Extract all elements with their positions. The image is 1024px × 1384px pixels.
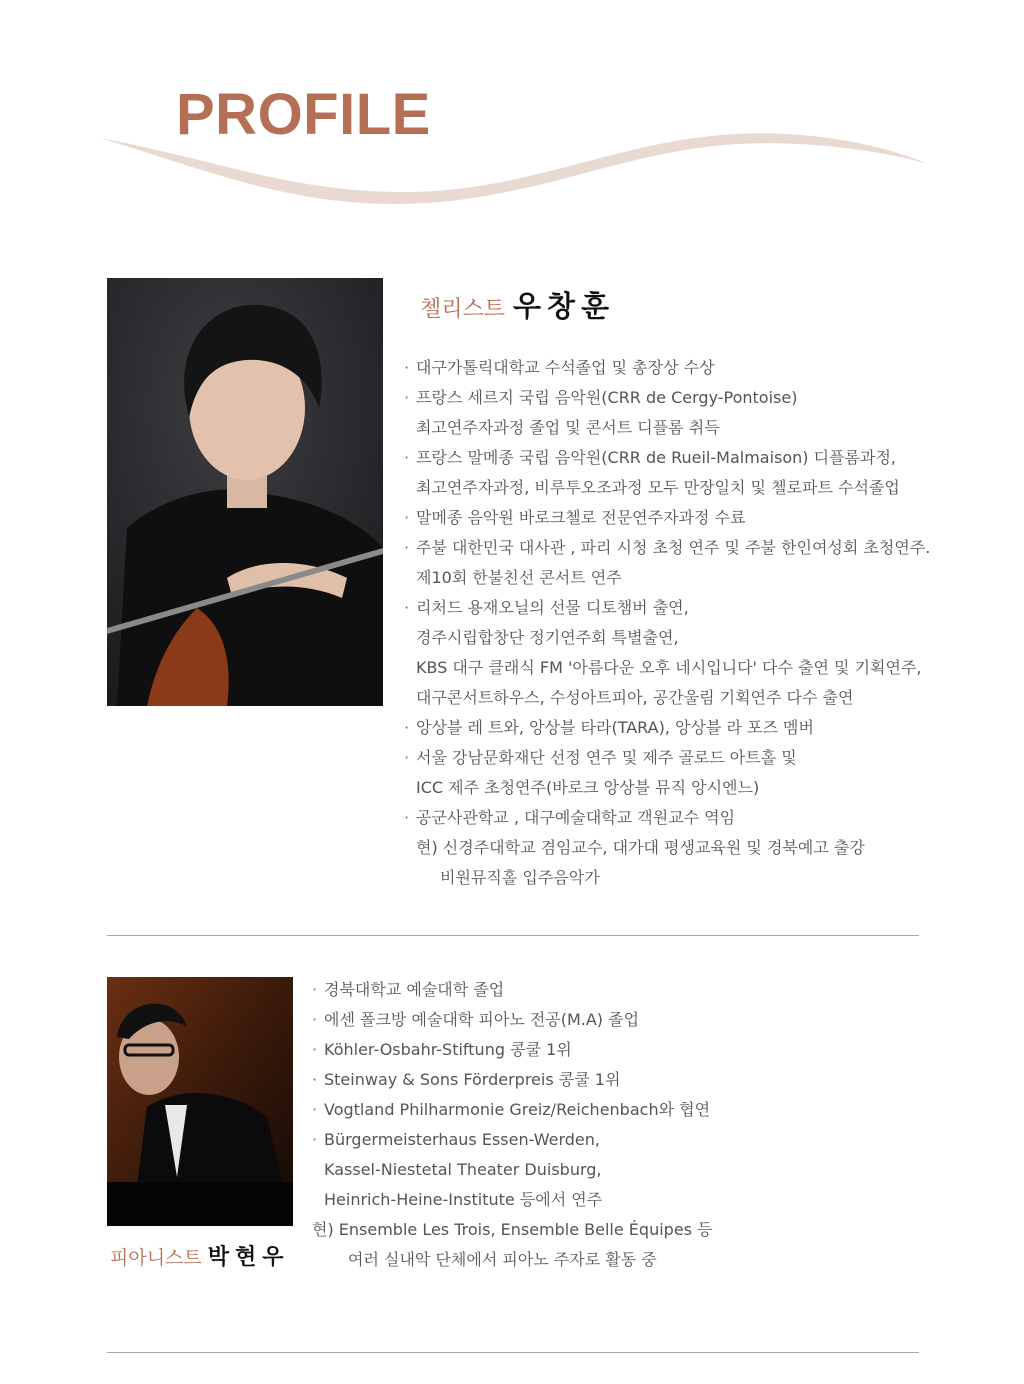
cellist-role: 첼리스트 — [420, 297, 506, 322]
bio-line — [312, 1035, 713, 1065]
bio-text: Heinrich-Heine-Institute 등에서 연주 — [324, 1190, 603, 1209]
bullet-dot: · — [312, 1040, 318, 1059]
bullet-dot: · — [312, 1130, 318, 1149]
bio-text: 경주시립합창단 정기연주회 특별출연, — [416, 628, 679, 647]
bullet-dot: · — [312, 980, 318, 999]
bio-line — [404, 593, 930, 623]
bio-line — [404, 413, 930, 443]
pianist-photo — [107, 977, 293, 1226]
bullet-dot: · — [312, 1070, 318, 1089]
bio-text: 프랑스 세르지 국립 음악원(CRR de Cergy-Pontoise) — [416, 388, 798, 407]
bullet-dot: · — [404, 808, 410, 827]
bio-line — [312, 1095, 713, 1125]
bio-text: Köhler-Osbahr-Stiftung 콩쿨 1위 — [324, 1040, 572, 1059]
bio-line — [404, 353, 930, 383]
bullet-dot: · — [404, 388, 410, 407]
bio-text: Steinway & Sons Förderpreis 콩쿨 1위 — [324, 1070, 621, 1089]
bullet-dot: · — [404, 508, 410, 527]
bullet-dot: · — [404, 448, 410, 467]
bio-text: Kassel-Niestetal Theater Duisburg, — [324, 1160, 602, 1179]
bio-text: 주불 대한민국 대사관 , 파리 시청 초청 연주 및 주불 한인여성회 초청연주. — [416, 538, 931, 557]
bullet-dot: · — [312, 1010, 318, 1029]
bio-line — [404, 473, 930, 503]
bio-text: 에센 폴크방 예술대학 피아노 전공(M.A) 졸업 — [324, 1010, 640, 1029]
bio-line — [404, 713, 930, 743]
section-divider — [107, 935, 919, 936]
bio-text: 최고연주자과정, 비루투오조과정 모두 만장일치 및 첼로파트 수석졸업 — [416, 478, 900, 497]
cellist-name-heading — [420, 284, 615, 325]
bio-text: 여러 실내악 단체에서 피아노 주자로 활동 중 — [348, 1250, 657, 1269]
bullet-dot: · — [404, 358, 410, 377]
cellist-name: 우창훈 — [513, 289, 616, 323]
bio-text: ICC 제주 초청연주(바로크 앙상블 뮤직 앙시엔느) — [416, 778, 760, 797]
bio-line — [312, 975, 713, 1005]
pianist-role: 피아니스트 — [110, 1247, 202, 1269]
bio-line — [404, 503, 930, 533]
bio-line — [404, 563, 930, 593]
bio-text: 말메종 음악원 바로크첼로 전문연주자과정 수료 — [416, 508, 746, 527]
bio-text: 앙상블 레 트와, 앙상블 타라(TARA), 앙상블 라 포즈 멤버 — [416, 718, 814, 737]
bio-text: 제10회 한불친선 콘서트 연주 — [416, 568, 622, 587]
bio-text: 대구가톨릭대학교 수석졸업 및 총장상 수상 — [416, 358, 715, 377]
bio-text: 경북대학교 예술대학 졸업 — [324, 980, 505, 999]
bio-line — [312, 1005, 713, 1035]
bullet-dot: · — [312, 1100, 318, 1119]
bio-line — [404, 683, 930, 713]
bottom-divider — [107, 1352, 919, 1353]
pianist-name-heading — [110, 1240, 290, 1271]
bio-line — [312, 1125, 713, 1155]
bio-line — [312, 1245, 713, 1275]
bio-line — [312, 1215, 713, 1245]
bio-line — [312, 1185, 713, 1215]
bio-line — [404, 533, 930, 563]
bio-line — [404, 773, 930, 803]
bullet-dot: · — [404, 538, 410, 557]
bullet-dot: · — [404, 748, 410, 767]
bio-line — [404, 383, 930, 413]
bio-text: 프랑스 말메종 국립 음악원(CRR de Rueil-Malmaison) 디플롬과정, — [416, 448, 896, 467]
bullet-dot: · — [404, 598, 410, 617]
bio-line — [404, 623, 930, 653]
bio-line — [404, 653, 930, 683]
pianist-name: 박현우 — [207, 1245, 290, 1270]
bullet-dot: · — [404, 718, 410, 737]
bio-line — [312, 1065, 713, 1095]
bio-text: 최고연주자과정 졸업 및 콘서트 디플롬 취득 — [416, 418, 720, 437]
bio-text: Vogtland Philharmonie Greiz/Reichenbach와 협연 — [324, 1100, 711, 1119]
bio-line — [312, 1155, 713, 1185]
bio-line — [404, 743, 930, 773]
bio-text: 리처드 용재오닐의 선물 디토챔버 출연, — [416, 598, 689, 617]
bio-text: 현) 신경주대학교 겸임교수, 대가대 평생교육원 및 경북예고 출강 — [416, 838, 865, 857]
bio-text: 현) Ensemble Les Trois, Ensemble Belle Équipes 등 — [312, 1220, 713, 1239]
bio-text: Bürgermeisterhaus Essen-Werden, — [324, 1130, 600, 1149]
cellist-photo — [107, 278, 383, 706]
bio-line — [404, 863, 930, 893]
cellist-bio-list — [404, 353, 930, 893]
bio-line — [404, 443, 930, 473]
bio-text: 대구콘서트하우스, 수성아트피아, 공간울림 기획연주 다수 출연 — [416, 688, 854, 707]
pianist-bio-list — [312, 975, 713, 1275]
bio-text: 공군사관학교 , 대구예술대학교 객원교수 역임 — [416, 808, 736, 827]
bio-line — [404, 833, 930, 863]
decorative-wave — [96, 120, 936, 210]
page-title: PROFILE — [176, 82, 431, 147]
bio-text: 비원뮤직홀 입주음악가 — [440, 868, 600, 887]
bio-text: KBS 대구 클래식 FM '아름다운 오후 네시입니다' 다수 출연 및 기획연주, — [416, 658, 922, 677]
bio-text: 서울 강남문화재단 선정 연주 및 제주 골로드 아트홀 및 — [416, 748, 797, 767]
bio-line — [404, 803, 930, 833]
